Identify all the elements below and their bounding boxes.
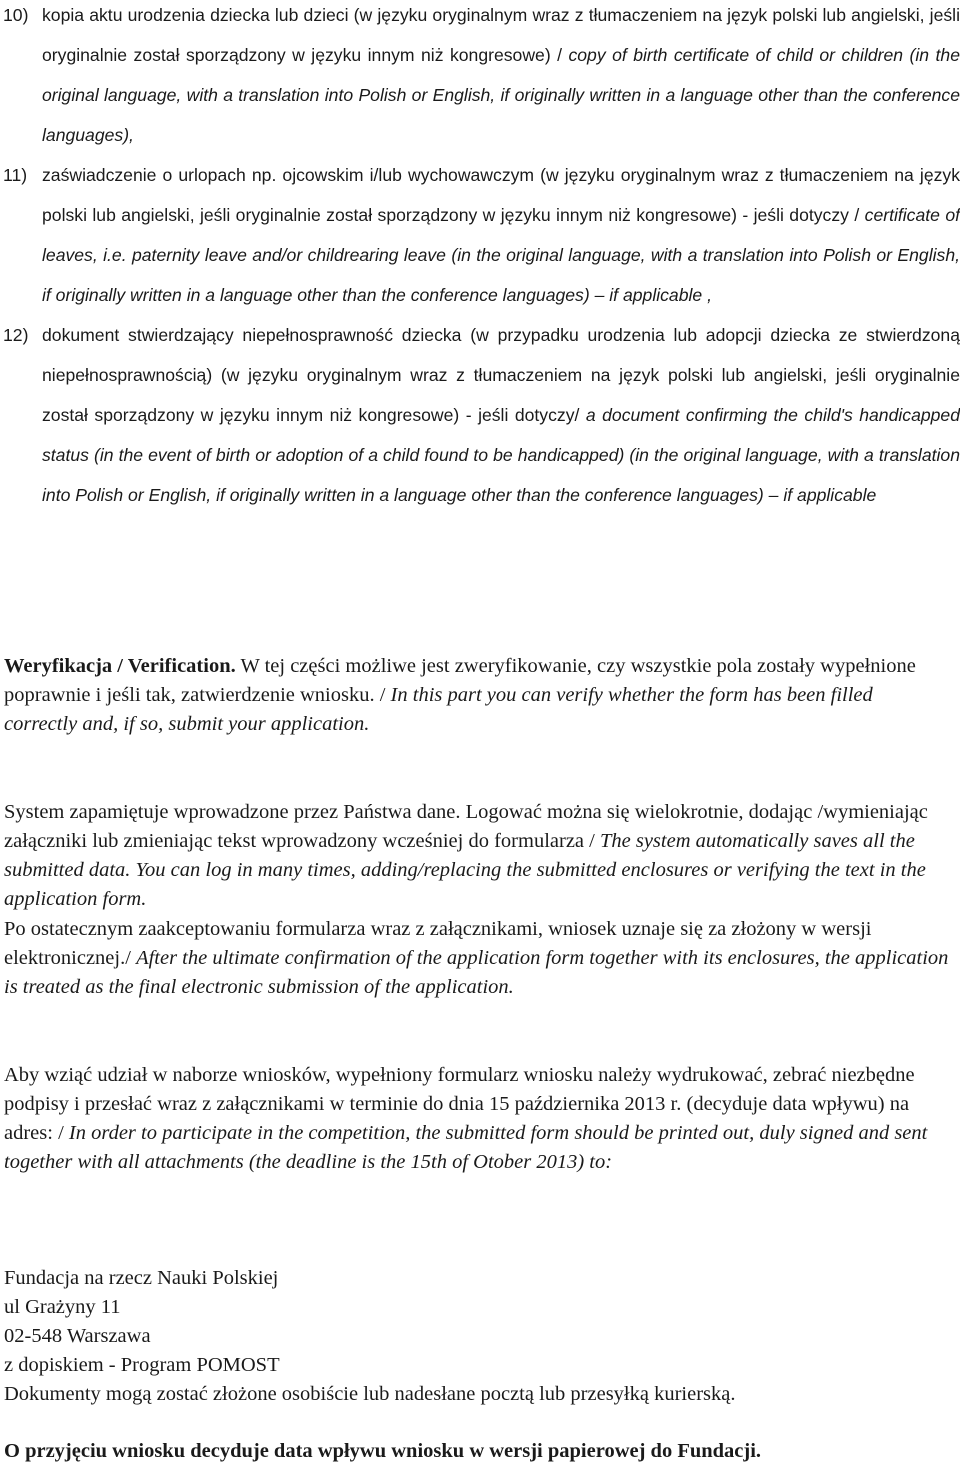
item-number: 10) <box>3 5 29 25</box>
list-item <box>0 315 960 515</box>
address-note: Dokumenty mogą zostać złożone osobiście lub nadesłane pocztą lub przesyłką kurierską. <box>4 1383 736 1405</box>
closing-statement: O przyjęciu wniosku decyduje data wpływu wniosku w wersji papierowej do Fundacji. <box>4 1440 762 1462</box>
item-number: 12) <box>3 325 29 345</box>
final-text-en: After the ultimate confirmation of the application form together with its enclosures, the application is treated as the final electronic submission of the application. <box>4 947 949 998</box>
list-item <box>0 155 960 315</box>
item-text-en: copy of birth certificate of child or children (in the original language, with a translation into Polish or English, if originally written in a language other than the conference languages), <box>42 45 960 145</box>
item-text-pl: kopia aktu urodzenia dziecka lub dzieci (w języku oryginalnym wraz z tłumaczeniem na język polski lub angielski, jeśli oryginalnie został sporządzony w języku innym niż kongresowe) / <box>42 5 960 65</box>
participation-paragraph <box>4 1061 950 1177</box>
participate-text-en: In order to participate in the competition, the submitted form should be printed out, duly signed and sent together with all attachments (the deadline is the 15th of Otober 2013) to: <box>4 1122 928 1173</box>
system-text-pl: System zapamiętuje wprowadzone przez Państwa dane. Logować można się wielokrotnie, dodając /wymieniając załączniki lub zmieniając tekst wprowadzony wcześniej do formularza / <box>4 801 928 852</box>
participate-text-pl: Aby wziąć udział w naborze wniosków, wypełniony formularz wniosku należy wydrukować, zebrać niezbędne podpisy i przesłać wraz z załącznikami w terminie do dnia 15 października 2013 r. (decyduje data wpływu) na adres: / <box>4 1064 915 1144</box>
final-submission-paragraph <box>4 915 950 1002</box>
address-line: Fundacja na rzecz Nauki Polskiej <box>4 1267 279 1289</box>
item-text-pl: zaświadczenie o urlopach np. ojcowskim i/lub wychowawczym (w języku oryginalnym wraz z tłumaczeniem na język polski lub angielski, jeśli oryginalnie został sporządzony w języku innym niż kongresowe) - jeśli dotyczy / <box>42 165 960 225</box>
address-line: ul Grażyny 11 <box>4 1296 121 1318</box>
address-line: 02-548 Warszawa <box>4 1325 151 1347</box>
address-line: z dopiskiem - Program POMOST <box>4 1354 280 1376</box>
system-text-en: The system automatically saves all the submitted data. You can log in many times, adding/replacing the submitted enclosures or verifying the text in the application form. <box>4 830 926 910</box>
item-text-pl: dokument stwierdzający niepełnosprawność dziecka (w przypadku urodzenia lub adopcji dziecka ze stwierdzoną niepełnosprawnością) (w języku oryginalnym wraz z tłumaczeniem na język polski lub angielski, jeśli oryginalnie został sporządzony w języku innym niż kongresowe) - jeśli dotyczy/ <box>42 325 960 425</box>
verification-text-pl: W tej części możliwe jest zweryfikowanie, czy wszystkie pola zostały wypełnione poprawnie i jeśli tak, zatwierdzenie wniosku. / <box>4 655 916 706</box>
system-paragraph <box>4 798 950 914</box>
verification-text-en: In this part you can verify whether the form has been filled correctly and, if so, submit your application. <box>4 684 873 735</box>
attachment-list <box>0 0 960 520</box>
item-text-en: certificate of leaves, i.e. paternity leave and/or childrearing leave (in the original language, with a translation into Polish or English, if originally written in a language other than the conference languages) – if applicable , <box>42 205 960 305</box>
postal-address <box>4 1264 950 1409</box>
item-text-en: a document confirming the child's handicapped status (in the event of birth or adoption of a child found to be handicapped) (in the original language, with a translation into Polish or English, if originally written in a language other than the conference languages) – if applicable <box>42 405 960 505</box>
list-item <box>0 0 960 155</box>
item-number: 11) <box>3 165 28 185</box>
verification-paragraph <box>4 652 950 739</box>
final-text-pl: Po ostatecznym zaakceptowaniu formularza wraz z załącznikami, wniosek uznaje się za złożony w wersji elektronicznej./ <box>4 918 872 969</box>
verification-heading: Weryfikacja / Verification. <box>4 655 236 677</box>
